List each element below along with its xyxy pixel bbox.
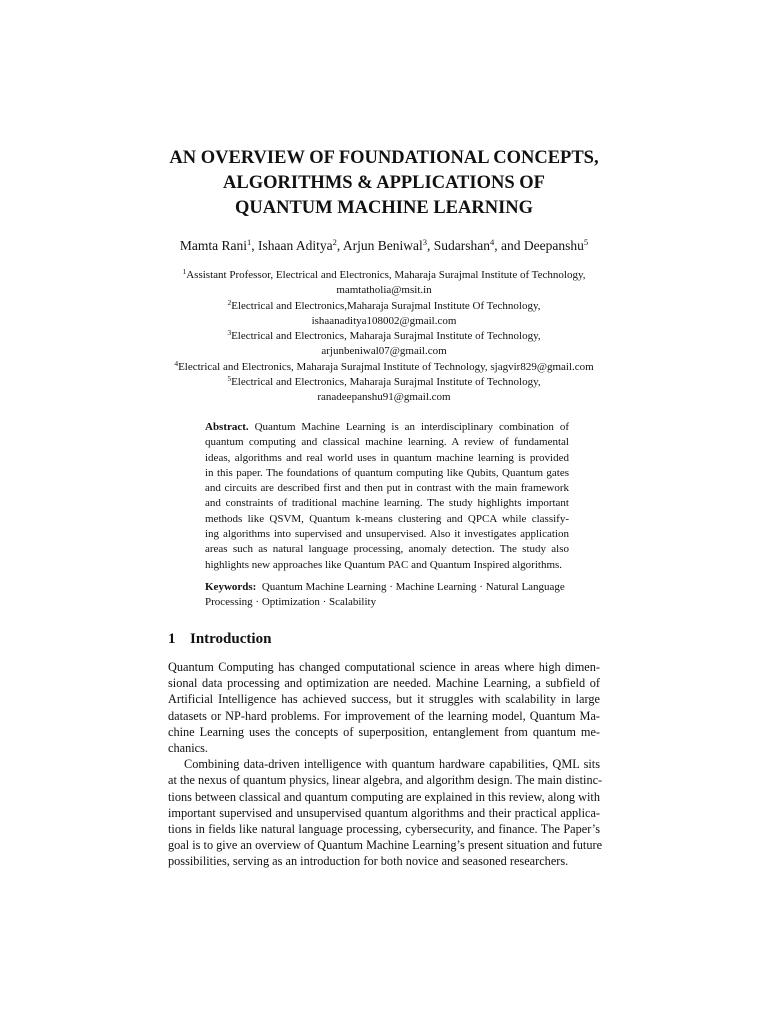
body-line: sional data processing and optimization are needed. Machine Learning, a subfield of — [168, 676, 600, 691]
body-line: tions between classical and quantum computing are explained in this review, along with — [168, 789, 600, 804]
affiliations — [120, 268, 648, 406]
affiliation-text: Electrical and Electronics,Maharaja Surajmal Institute Of Technology, — [231, 299, 541, 312]
body-line: Artificial Intelligence has achieved success, but it struggles with scalability in large — [168, 692, 600, 707]
author-sup: 3 — [422, 237, 427, 247]
author-sup: 5 — [583, 237, 589, 247]
affiliation-sup: 2 — [227, 297, 232, 307]
paper-title — [150, 146, 618, 221]
affiliation-text: ranadeepanshu91@gmail.com — [317, 391, 451, 404]
author-name: Mamta Rani — [179, 238, 247, 253]
body-line: Quantum Computing has changed computational science in areas where high dimen- — [168, 660, 600, 674]
affiliation-line — [120, 375, 648, 390]
author-sup: 4 — [490, 237, 495, 247]
abstract-line: and constraints of traditional machine learning. The study highlights important — [205, 497, 569, 510]
author-name: Deepanshu — [523, 238, 584, 253]
author-separator: , — [336, 238, 343, 253]
affiliation-line — [120, 268, 648, 283]
author-list — [100, 237, 668, 255]
affiliation-text: arjunbeniwal07@gmail.com — [321, 345, 447, 358]
abstract-text: Quantum Machine Learning is an interdisciplinary combination of — [254, 421, 569, 433]
abstract-line: in this paper. The foundations of quantum computing like Qubits, Quantum gates — [205, 466, 569, 479]
author-sup: 1 — [247, 237, 252, 247]
affiliation-text: Assistant Professor, Electrical and Electronics, Maharaja Surajmal Institute of Technology, — [186, 269, 586, 281]
title-line: QUANTUM MACHINE LEARNING — [234, 198, 534, 218]
author-separator: , — [427, 238, 434, 253]
introduction-body — [168, 659, 603, 869]
keywords-line — [205, 580, 569, 595]
affiliation-text: mamtatholia@msit.in — [336, 284, 432, 297]
body-line: chine Learning uses the concepts of superposition, entanglement from quantum me- — [168, 724, 600, 739]
abstract-line: methods like QSVM, Quantum k-means clustering and QPCA while classify- — [205, 512, 569, 525]
affiliation-line — [120, 360, 648, 375]
body-line: possibilities, serving as an introduction for both novice and seasoned researchers. — [168, 854, 569, 869]
body-line: tions in fields like natural language processing, cybersecurity, and finance. The Paper’s — [168, 821, 600, 836]
affiliation-sup: 3 — [227, 328, 232, 338]
abstract-line: ideas, algorithms and real world uses in quantum machine learning is provided — [205, 451, 569, 464]
body-line: important supervised and unsupervised quantum algorithms and their practical applica- — [168, 805, 600, 820]
title-line: ALGORITHMS & APPLICATIONS OF — [223, 173, 545, 193]
affiliation-text: ishaanaditya108002@gmail.com — [311, 314, 457, 327]
affiliation-email — [120, 283, 648, 298]
title-line: AN OVERVIEW OF FOUNDATIONAL CONCEPTS, — [169, 148, 599, 168]
affiliation-email — [120, 390, 648, 405]
body-line: Combining data-driven intelligence with quantum hardware capabilities, QML sits — [184, 757, 600, 772]
affiliation-sup: 5 — [227, 374, 232, 384]
keywords-text: Quantum Machine Learning · Machine Learning · Natural Language — [261, 581, 565, 593]
body-line: at the nexus of quantum physics, linear algebra, and algorithm design. The main distinc- — [168, 773, 603, 788]
affiliation-sup: 1 — [182, 267, 187, 276]
keywords-line: Processing · Optimization · Scalability — [205, 596, 377, 609]
abstract-label: Abstract. — [205, 421, 249, 433]
body-line: chanics. — [168, 740, 208, 755]
abstract-line — [205, 420, 569, 435]
keywords-label: Keywords: — [205, 581, 257, 593]
section-heading — [168, 629, 271, 649]
abstract-line: areas such as natural language processing, anomaly detection. The study also — [205, 543, 569, 556]
body-line: datasets or NP-hard problems. For improvement of the learning model, Quantum Ma- — [168, 708, 600, 723]
author-name: Ishaan Aditya — [258, 238, 333, 253]
author-name: Arjun Beniwal — [342, 238, 423, 253]
body-line: goal is to give an overview of Quantum Machine Learning’s present situation and future — [168, 838, 603, 853]
abstract-line: highlights new approaches like Quantum PAC and Quantum Inspired algorithms. — [205, 558, 563, 571]
affiliation-sup: 4 — [174, 358, 179, 368]
affiliation-text: Electrical and Electronics, Maharaja Surajmal Institute of Technology, — [231, 376, 541, 389]
author-sup: 2 — [332, 237, 337, 247]
abstract-line: ing algorithms into supervised and unsupervised. Also it investigates application — [205, 528, 569, 541]
section-number: 1 — [168, 631, 176, 647]
affiliation-email — [120, 344, 648, 359]
affiliation-text: Electrical and Electronics, Maharaja Surajmal Institute of Technology, — [231, 330, 541, 343]
author-separator: , and — [494, 238, 524, 253]
keywords — [205, 580, 569, 611]
affiliation-text: Electrical and Electronics, Maharaja Surajmal Institute of Technology, sjagvir829@gmail.com — [178, 360, 594, 373]
affiliation-line — [120, 329, 648, 344]
affiliation-email — [120, 314, 648, 329]
author-name: Sudarshan — [433, 238, 490, 253]
author-separator: , — [251, 238, 258, 253]
abstract-line: and circuits are described first and then put in contrast with the main framework — [205, 482, 569, 495]
affiliation-line — [120, 299, 648, 314]
abstract-line: quantum computing and classical machine learning. A review of fundamental — [205, 436, 569, 449]
abstract — [205, 420, 569, 573]
section-title: Introduction — [190, 631, 272, 647]
